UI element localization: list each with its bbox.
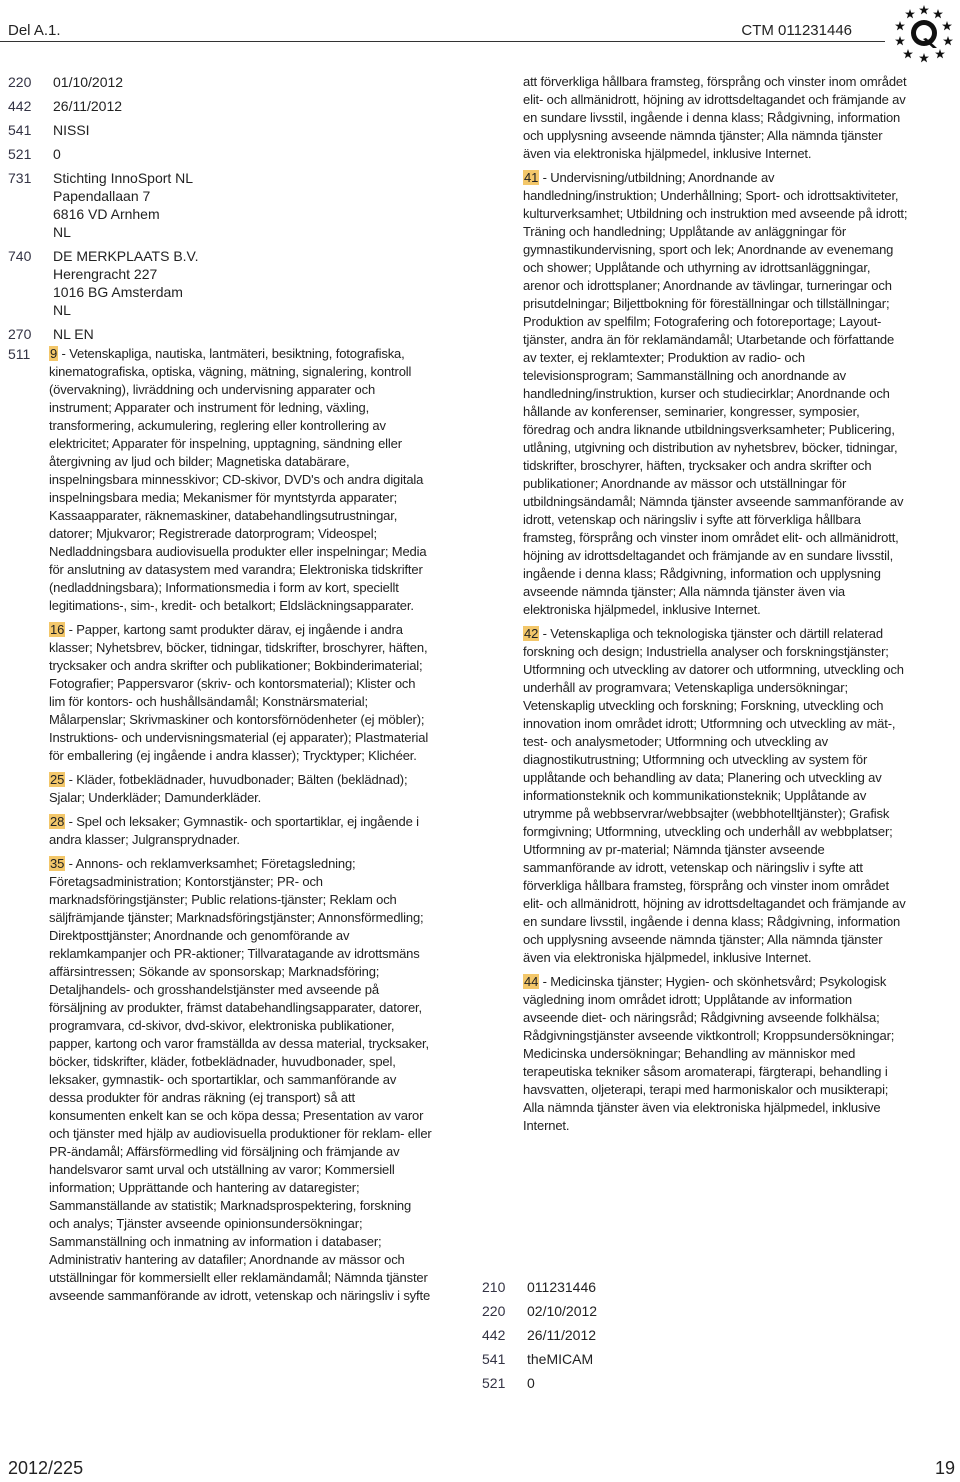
meta-code: 521 bbox=[8, 146, 32, 162]
class-text: - Undervisning/utbildning; Anordnande av handledning/instruktion; Underhållning; Sport- och idrottsaktiviteter, kulturverksamhet; Utbildning och instruktion med avseende på idrott; Träning och handledning; Upplåtande av anläggningar för gymnastikundervisning, sport och lek; Anordnande av evenemang och shower; Upplåtande och uthyrning av idrottsanläggningar, arenor och idrottsplaner; Anordnande av tävlingar, turneringar och prisutdelningar; Biljettbokning för föreställningar och tillställningar; Produktion av spelfilm; Fotografering och fotoreportage; Layout-tjänster, andra än för reklamändamål; Utarbetande och författande av texter, ej reklamtexter; Produktion av radio- och televisionsprogram; Sammanställning och anordnande av handledning/instruktion, kurser och studiecirklar; Anordnande och hållande av konferenser, seminarier, kongresser, symposier, föredrag och andra liknande utbildningsverksamheter; Publicering, utlåning, utgivning och distribution av nyhetsbrev, böcker, tidningar, tidskrifter, broschyrer, häften, trycksaker och andra skrifter och publikationer; Anordnande av mässor och utställningar för utbildningsändamål; Nämnda tjänster avseende sammanförande av idrott, vetenskap och näringsliv i syfte att förverkliga hållbara framsteg, försprång och vinster inom området elit- och allmänidrott, höjning av idrottsdeltagandet och främjande av en sundare livsstil, ingående i denna klass; Rådgivning, information och upplysning avseende nämnda tjänster; Alla nämnda tjänster även via elektroniska hjälpmedel, inklusive Internet. bbox=[523, 170, 908, 617]
class-number-badge: 16 bbox=[50, 622, 65, 637]
mark-name: theMICAM bbox=[527, 1351, 594, 1367]
applicant bbox=[53, 169, 448, 241]
header-ctm-number: CTM 011231446 bbox=[741, 22, 852, 39]
class-number-badge: 28 bbox=[50, 814, 65, 829]
publication-date: 26/11/2012 bbox=[53, 98, 123, 114]
meta-code: 210 bbox=[482, 1279, 506, 1295]
goods-code-wrap bbox=[8, 345, 30, 363]
meta-code: 541 bbox=[482, 1351, 506, 1367]
meta-row-541 bbox=[482, 1350, 782, 1368]
meta-row-521 bbox=[482, 1374, 782, 1392]
class-entry bbox=[49, 855, 433, 1305]
class-number-badge: 35 bbox=[50, 856, 65, 871]
filing-date: 01/10/2012 bbox=[53, 74, 124, 90]
meta-row-220 bbox=[8, 73, 448, 91]
class-text: - Vetenskapliga och teknologiska tjänster och därtill relaterad forskning och design; Industriella analyser och forskningstjänster; Utformning och utveckling av datorer och utformning, utveckling och underhåll av programvara; Vetenskapliga undersökningar; Vetenskaplig utveckling och forskning; Forskning, utveckling och innovation inom området idrott; Utformning och utveckling av mät-, test- och analysmetoder; Utformning och utveckling av diagnostikutrustning; Utformning och utveckling av system för upplåtande och behandling av data; Planering och utveckling av informationsteknik och kommunikationsteknik; Upplåtande av utrymme på webbservrar/webbsajter (webbhotelltjänster); Grafisk formgivning; Utformning, utveckling och underhåll av webbplatser; Utformning av pr-material; Nämnda tjänster avseende sammanförande av idrott, vetenskap och näringsliv i syfte att förverkliga hållbara framsteg, försprång och vinster inom området elit- och allmänidrott, höjning av idrottsdeltagandet och främjande av en sundare livsstil, ingående i denna klass; Rådgivning, information och upplysning avseende nämnda tjänster; Alla nämnda tjänster även via elektroniska hjälpmedel, inklusive Internet. bbox=[523, 626, 906, 965]
meta-row-220 bbox=[482, 1302, 782, 1320]
class-text: - Vetenskapliga, nautiska, lantmäteri, besiktning, fotografiska, kinematografiska, optiska, vägning, mätning, signalering, kontroll (övervakning), livräddning och undervisning apparater och instrument; Apparater och instrument för ledning, växling, transformering, ackumulering, reglering eller kontrollering av elektricitet; Apparater för inspelning, upptagning, sändning eller återgivning av ljud och bilder; Magnetiska databärare, inspelningsbara minnesskivor; CD-skivor, DVD's och andra digitala inspelningsbara media; Mekanismer för myntstyrda apparater; Kassaapparater, räknemaskiner, databehandlingsutrustningar, datorer; Mjukvaror; Registrerade datorprogram; Videospel; Nedladdningsbara audiovisuella produkter eller inspelningar; Media för anslutning av datasystem med varandra; Elektroniska tidskrifter (nedladdningsbara); Informationsmedia i form av kort, speciellt legitimations-, sim-, kredit- och betalkort; Eldsläckningsapparater. bbox=[49, 346, 427, 613]
meta-code: 442 bbox=[8, 98, 32, 114]
page-number: 19 bbox=[935, 1458, 956, 1478]
class-entry bbox=[523, 625, 909, 967]
class-text: - Kläder, fotbeklädnader, huvudbonader; Bälten (beklädnad); Sjalar; Underkläder; Damunderkläder. bbox=[49, 772, 408, 805]
applicant-line: Papendallaan 7 bbox=[53, 188, 151, 204]
applicant-line: NL bbox=[53, 224, 71, 240]
acquired-distinctiveness: 0 bbox=[53, 146, 61, 162]
class-number-badge: 44 bbox=[524, 974, 539, 989]
class-entry bbox=[523, 169, 909, 619]
application-number: 011231446 bbox=[527, 1279, 597, 1295]
languages: NL EN bbox=[53, 326, 94, 342]
eu-emblem-icon bbox=[893, 2, 955, 64]
filing-date: 02/10/2012 bbox=[527, 1303, 598, 1319]
class-number-badge: 25 bbox=[50, 772, 65, 787]
mark2-metadata bbox=[482, 1278, 782, 1398]
meta-code: 731 bbox=[8, 170, 32, 186]
class-entry bbox=[49, 771, 433, 807]
representative-line: Herengracht 227 bbox=[53, 266, 158, 282]
applicant-line: Stichting InnoSport NL bbox=[53, 170, 194, 186]
class-entry bbox=[523, 973, 909, 1135]
continuation-text: att förverkliga hållbara framsteg, försprång och vinster inom området elit- och allmänidrott, höjning av idrottsdeltagandet och främjande av en sundare livsstil, ingående i denna klass; Rådgivning, information och upplysning avseende nämnda tjänster; Alla nämnda tjänster även via elektroniska hjälpmedel, inklusive Internet. bbox=[523, 74, 907, 161]
meta-row-270 bbox=[8, 325, 448, 343]
header-section-label: Del A.1. bbox=[8, 22, 61, 39]
class-number-badge: 9 bbox=[50, 346, 58, 361]
class-text: - Spel och leksaker; Gymnastik- och sportartiklar, ej ingående i andra klasser; Julgransprydnader. bbox=[49, 814, 419, 847]
class-entry bbox=[49, 813, 433, 849]
meta-row-731 bbox=[8, 169, 448, 241]
meta-row-740 bbox=[8, 247, 448, 319]
bulletin-number: 2012/225 bbox=[8, 1458, 84, 1478]
mark1-metadata bbox=[8, 73, 448, 349]
representative-line: 1016 BG Amsterdam bbox=[53, 284, 183, 300]
representative-line: NL bbox=[53, 302, 71, 318]
goods-code: 511 bbox=[8, 346, 31, 362]
meta-code: 220 bbox=[8, 74, 32, 90]
meta-code: 270 bbox=[8, 326, 32, 342]
class-entry bbox=[49, 345, 433, 615]
meta-row-210 bbox=[482, 1278, 782, 1296]
meta-row-541 bbox=[8, 121, 448, 139]
publication-date: 26/11/2012 bbox=[527, 1327, 597, 1343]
class-text: - Medicinska tjänster; Hygien- och skönhetsvård; Psykologisk vägledning inom området idrott; Upplåtande av information avseende diet- och näringsråd; Rådgivning avseende folkhälsa; Rådgivningstjänster avseende viktkontroll; Kroppsundersökningar; Medicinska undersökningar; Behandling av människor med terapeutiska tekniker såsom aromaterapi, färgterapi, behandling i havsvatten, oljeterapi, terapi med harmoniskalor och musikterapi; Alla nämnda tjänster även via elektroniska hjälpmedel, inklusive Internet. bbox=[523, 974, 895, 1133]
class-number-badge: 42 bbox=[524, 626, 539, 641]
class-text: - Annons- och reklamverksamhet; Företagsledning; Företagsadministration; Kontorstjänster; PR- och marknadsföringstjänster; Public relations-tjänster; Reklam och säljfrämjande tjänster; Marknadsföringstjänster; Annonsförmedling; Direktposttjänster; Anordnande och genomförande av reklamkampanjer och PR-aktioner; Tillvaratagande av idrottsmäns affärsintressen; Sökande av sponsorskap; Marknadsföring; Detaljhandels- och grosshandelstjänster med avseende på försäljning av produkter, främst databehandlingsapparater, datorer, programvara, cd-skivor, dvd-skivor, elektroniska publikationer, papper, kartong och varor framställda av dessa material, trycksaker, böcker, tidskrifter, kläder, fotbeklädnader, huvudbonader, spel, leksaker, gymnastik- och sportartiklar, och sammanförande av dessa produkter för andras räkning (ej transport) så att konsumenten enkelt kan se och köpa dessa; Presentation av varor och tjänster med hjälp av audiovisuella produktioner för reklam- eller PR-ändamål; Affärsförmedling vid försäljning och främjande av handelsvaror samt urval och utställning av varor; Kommersiell information; Upprättande och hantering av dataregister; Sammanställande av statistik; Marknadsprospektering, forskning och analys; Tjänster avseende opinionsundersökningar; Sammanställning och inmatning av information i databaser; Administrativ hantering av datafiler; Anordnande av mässor och utställningar för kommersiellt eller reklamändamål; Nämnda tjänster avseende sammanförande av idrott, vetenskap och näringsliv i syfte bbox=[49, 856, 432, 1303]
applicant-line: 6816 VD Arnhem bbox=[53, 206, 160, 222]
right-services-column bbox=[523, 73, 909, 1141]
class-entry bbox=[49, 621, 433, 765]
mark-name: NISSI bbox=[53, 122, 90, 138]
meta-row-521 bbox=[8, 145, 448, 163]
header-rule bbox=[0, 41, 885, 42]
meta-row-442 bbox=[482, 1326, 782, 1344]
meta-code: 541 bbox=[8, 122, 32, 138]
representative bbox=[53, 247, 448, 319]
meta-row-442 bbox=[8, 97, 448, 115]
acquired-distinctiveness: 0 bbox=[527, 1375, 535, 1391]
class-number-badge: 41 bbox=[524, 170, 539, 185]
meta-code: 740 bbox=[8, 248, 32, 264]
class-text: - Papper, kartong samt produkter därav, ej ingående i andra klasser; Nyhetsbrev, böcker, tidningar, tidskrifter, broschyrer, häften, trycksaker och andra skrifter och publikationer; Bokbinderimaterial; Fotografier; Pappersvaror (skriv- och kontorsmaterial); Klister och lim för kontors- och hushållsändamål; Konstnärsmaterial; Målarpenslar; Skrivmaskiner och kontorsförnödenheter (ej möbler); Instruktions- och undervisningsmaterial (ej apparater); Plastmaterial för emballering (ej ingående i andra klasser); Trycktyper; Klichéer. bbox=[49, 622, 429, 763]
meta-code: 521 bbox=[482, 1375, 506, 1391]
representative-line: DE MERKPLAATS B.V. bbox=[53, 248, 199, 264]
meta-code: 220 bbox=[482, 1303, 506, 1319]
meta-code: 442 bbox=[482, 1327, 506, 1343]
left-goods-column bbox=[49, 345, 433, 1311]
